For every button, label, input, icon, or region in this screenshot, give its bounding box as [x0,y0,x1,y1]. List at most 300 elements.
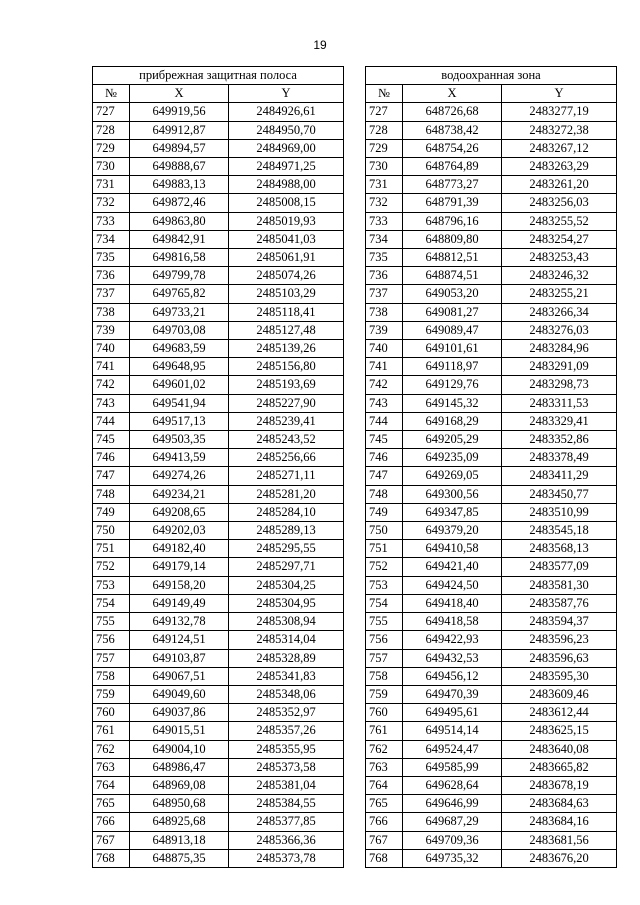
x-coordinate: 649517,13 [130,412,229,430]
x-coordinate: 649129,76 [403,376,502,394]
point-number: 753 [93,576,130,594]
x-coordinate: 649495,61 [403,704,502,722]
point-number: 741 [366,358,403,376]
table-row [93,267,344,285]
y-coordinate: 2485193,69 [229,376,344,394]
y-coordinate: 2483272,38 [502,121,617,139]
table-row [93,649,344,667]
x-coordinate: 649422,93 [403,631,502,649]
table-row [366,176,617,194]
y-coordinate: 2483277,19 [502,103,617,121]
x-coordinate: 649418,40 [403,594,502,612]
x-coordinate: 649709,36 [403,831,502,849]
point-number: 739 [366,321,403,339]
y-coordinate: 2485297,71 [229,558,344,576]
point-number: 730 [366,158,403,176]
x-coordinate: 649456,12 [403,667,502,685]
table-row [366,631,617,649]
table-row [93,121,344,139]
x-coordinate: 649432,53 [403,649,502,667]
y-coordinate: 2484971,25 [229,158,344,176]
table-row [366,594,617,612]
x-coordinate: 649208,65 [130,503,229,521]
y-coordinate: 2483253,43 [502,249,617,267]
table-row [366,831,617,849]
table-row [93,467,344,485]
x-coordinate: 648812,51 [403,249,502,267]
point-number: 750 [93,522,130,540]
point-number: 728 [366,121,403,139]
point-number: 764 [93,776,130,794]
point-number: 759 [366,685,403,703]
table-row [366,121,617,139]
y-coordinate: 2485384,55 [229,795,344,813]
y-coordinate: 2483587,76 [502,594,617,612]
point-number: 736 [93,267,130,285]
y-coordinate: 2485373,78 [229,849,344,867]
point-number: 762 [366,740,403,758]
table-row [366,613,617,631]
point-number: 733 [93,212,130,230]
table-row [93,358,344,376]
y-coordinate: 2484926,61 [229,103,344,121]
y-coordinate: 2483609,46 [502,685,617,703]
point-number: 748 [93,485,130,503]
y-coordinate: 2485314,04 [229,631,344,649]
y-coordinate: 2485041,03 [229,230,344,248]
x-coordinate: 648969,08 [130,776,229,794]
table-row [93,813,344,831]
point-number: 729 [366,139,403,157]
column-header-number: № [93,85,130,103]
table-row [366,740,617,758]
table-row [366,249,617,267]
x-coordinate: 649628,64 [403,776,502,794]
y-coordinate: 2483510,99 [502,503,617,521]
y-coordinate: 2483612,44 [502,704,617,722]
table-row [93,412,344,430]
point-number: 732 [366,194,403,212]
y-coordinate: 2485355,95 [229,740,344,758]
y-coordinate: 2483291,09 [502,358,617,376]
table-row [366,540,617,558]
y-coordinate: 2485103,29 [229,285,344,303]
table-row [366,667,617,685]
point-number: 752 [366,558,403,576]
x-coordinate: 648764,89 [403,158,502,176]
x-coordinate: 649765,82 [130,285,229,303]
point-number: 766 [366,813,403,831]
y-coordinate: 2485328,89 [229,649,344,667]
point-number: 768 [366,849,403,867]
table-row [93,704,344,722]
x-coordinate: 649646,99 [403,795,502,813]
x-coordinate: 649347,85 [403,503,502,521]
point-number: 767 [93,831,130,849]
y-coordinate: 2485271,11 [229,467,344,485]
table-row [93,558,344,576]
table-row [366,685,617,703]
point-number: 736 [366,267,403,285]
point-number: 742 [366,376,403,394]
page-number: 19 [313,38,327,52]
table-title: прибрежная защитная полоса [93,67,344,85]
x-coordinate: 648738,42 [403,121,502,139]
y-coordinate: 2483684,63 [502,795,617,813]
y-coordinate: 2483352,86 [502,431,617,449]
point-number: 768 [93,849,130,867]
point-number: 758 [93,667,130,685]
point-number: 731 [366,176,403,194]
y-coordinate: 2483596,63 [502,649,617,667]
x-coordinate: 649683,59 [130,340,229,358]
y-coordinate: 2483254,27 [502,230,617,248]
x-coordinate: 649300,56 [403,485,502,503]
y-coordinate: 2485304,25 [229,576,344,594]
y-coordinate: 2485061,91 [229,249,344,267]
y-coordinate: 2484988,00 [229,176,344,194]
point-number: 753 [366,576,403,594]
y-coordinate: 2484950,70 [229,121,344,139]
point-number: 735 [93,249,130,267]
table-row [93,449,344,467]
table-row [366,321,617,339]
point-number: 759 [93,685,130,703]
table-row [366,303,617,321]
x-coordinate: 649089,47 [403,321,502,339]
x-coordinate: 649235,09 [403,449,502,467]
x-coordinate: 649202,03 [130,522,229,540]
x-coordinate: 649418,58 [403,613,502,631]
x-coordinate: 649601,02 [130,376,229,394]
x-coordinate: 649410,58 [403,540,502,558]
table-row [366,503,617,521]
y-coordinate: 2483378,49 [502,449,617,467]
x-coordinate: 649182,40 [130,540,229,558]
table-row [93,776,344,794]
x-coordinate: 649413,59 [130,449,229,467]
x-coordinate: 649894,57 [130,139,229,157]
point-number: 763 [366,758,403,776]
y-coordinate: 2483329,41 [502,412,617,430]
y-coordinate: 2483681,56 [502,831,617,849]
x-coordinate: 648874,51 [403,267,502,285]
x-coordinate: 649816,58 [130,249,229,267]
table-row [93,795,344,813]
y-coordinate: 2483284,96 [502,340,617,358]
point-number: 730 [93,158,130,176]
point-number: 734 [366,230,403,248]
x-coordinate: 649888,67 [130,158,229,176]
x-coordinate: 648754,26 [403,139,502,157]
x-coordinate: 649585,99 [403,758,502,776]
table-title: водоохранная зона [366,67,617,85]
point-number: 765 [93,795,130,813]
x-coordinate: 648925,68 [130,813,229,831]
table-row [93,667,344,685]
x-coordinate: 649274,26 [130,467,229,485]
y-coordinate: 2483581,30 [502,576,617,594]
x-coordinate: 649648,95 [130,358,229,376]
x-coordinate: 649687,29 [403,813,502,831]
y-coordinate: 2485281,20 [229,485,344,503]
point-number: 728 [93,121,130,139]
x-coordinate: 649541,94 [130,394,229,412]
x-coordinate: 649919,56 [130,103,229,121]
point-number: 757 [366,649,403,667]
y-coordinate: 2485289,13 [229,522,344,540]
point-number: 763 [93,758,130,776]
point-number: 756 [366,631,403,649]
column-header-y: Y [229,85,344,103]
x-coordinate: 649733,21 [130,303,229,321]
table-row [93,303,344,321]
point-number: 752 [93,558,130,576]
point-number: 729 [93,139,130,157]
x-coordinate: 649234,21 [130,485,229,503]
point-number: 733 [366,212,403,230]
point-number: 766 [93,813,130,831]
y-coordinate: 2485381,04 [229,776,344,794]
y-coordinate: 2485373,58 [229,758,344,776]
point-number: 731 [93,176,130,194]
table-row [366,376,617,394]
x-coordinate: 648726,68 [403,103,502,121]
x-coordinate: 649179,14 [130,558,229,576]
table-row [366,412,617,430]
point-number: 751 [366,540,403,558]
point-number: 756 [93,631,130,649]
table-row [93,758,344,776]
table-row [366,394,617,412]
x-coordinate: 649132,78 [130,613,229,631]
x-coordinate: 649101,61 [403,340,502,358]
x-coordinate: 649145,32 [403,394,502,412]
x-coordinate: 649735,32 [403,849,502,867]
table-row [93,376,344,394]
x-coordinate: 649168,29 [403,412,502,430]
table-row [93,503,344,521]
point-number: 749 [366,503,403,521]
table-row [93,431,344,449]
y-coordinate: 2483246,32 [502,267,617,285]
point-number: 767 [366,831,403,849]
table-row [93,631,344,649]
y-coordinate: 2485019,93 [229,212,344,230]
point-number: 727 [93,103,130,121]
y-coordinate: 2483595,30 [502,667,617,685]
x-coordinate: 648791,39 [403,194,502,212]
table-row [93,194,344,212]
y-coordinate: 2485074,26 [229,267,344,285]
point-number: 737 [93,285,130,303]
y-coordinate: 2485008,15 [229,194,344,212]
x-coordinate: 648796,16 [403,212,502,230]
y-coordinate: 2485256,66 [229,449,344,467]
table-row [93,340,344,358]
x-coordinate: 648809,80 [403,230,502,248]
y-coordinate: 2483545,18 [502,522,617,540]
point-number: 742 [93,376,130,394]
table-row [366,467,617,485]
column-header-y: Y [502,85,617,103]
y-coordinate: 2483276,03 [502,321,617,339]
x-coordinate: 649004,10 [130,740,229,758]
point-number: 735 [366,249,403,267]
point-number: 744 [366,412,403,430]
y-coordinate: 2483267,12 [502,139,617,157]
point-number: 743 [93,394,130,412]
point-number: 765 [366,795,403,813]
point-number: 739 [93,321,130,339]
y-coordinate: 2483311,53 [502,394,617,412]
point-number: 755 [366,613,403,631]
table-row [366,431,617,449]
y-coordinate: 2483568,13 [502,540,617,558]
table-row [366,849,617,867]
point-number: 755 [93,613,130,631]
y-coordinate: 2484969,00 [229,139,344,157]
table-row [366,158,617,176]
x-coordinate: 649912,87 [130,121,229,139]
point-number: 750 [366,522,403,540]
point-number: 749 [93,503,130,521]
y-coordinate: 2485227,90 [229,394,344,412]
point-number: 762 [93,740,130,758]
x-coordinate: 649103,87 [130,649,229,667]
x-coordinate: 648913,18 [130,831,229,849]
y-coordinate: 2485118,41 [229,303,344,321]
table-row [366,485,617,503]
y-coordinate: 2485295,55 [229,540,344,558]
table-row [93,522,344,540]
column-header-x: X [403,85,502,103]
table-row [93,740,344,758]
table-row [366,194,617,212]
y-coordinate: 2485366,36 [229,831,344,849]
x-coordinate: 649269,05 [403,467,502,485]
x-coordinate: 648875,35 [130,849,229,867]
point-number: 747 [366,467,403,485]
x-coordinate: 649124,51 [130,631,229,649]
point-number: 746 [366,449,403,467]
x-coordinate: 649205,29 [403,431,502,449]
x-coordinate: 649863,80 [130,212,229,230]
y-coordinate: 2483255,52 [502,212,617,230]
table-row [93,285,344,303]
y-coordinate: 2485341,83 [229,667,344,685]
y-coordinate: 2483640,08 [502,740,617,758]
point-number: 738 [93,303,130,321]
table-row [366,139,617,157]
x-coordinate: 649158,20 [130,576,229,594]
y-coordinate: 2483261,20 [502,176,617,194]
x-coordinate: 648773,27 [403,176,502,194]
y-coordinate: 2483678,19 [502,776,617,794]
table-row [93,849,344,867]
y-coordinate: 2483665,82 [502,758,617,776]
x-coordinate: 649379,20 [403,522,502,540]
table-row [93,831,344,849]
x-coordinate: 649503,35 [130,431,229,449]
y-coordinate: 2483411,29 [502,467,617,485]
point-number: 737 [366,285,403,303]
point-number: 754 [93,594,130,612]
x-coordinate: 649015,51 [130,722,229,740]
table-row [366,813,617,831]
table-row [93,230,344,248]
point-number: 732 [93,194,130,212]
x-coordinate: 649872,46 [130,194,229,212]
table-row [366,795,617,813]
x-coordinate: 648950,68 [130,795,229,813]
point-number: 727 [366,103,403,121]
point-number: 740 [93,340,130,358]
table-row [93,321,344,339]
table-row [366,558,617,576]
table-row [366,103,617,121]
point-number: 747 [93,467,130,485]
point-number: 754 [366,594,403,612]
table-row [366,522,617,540]
x-coordinate: 649421,40 [403,558,502,576]
y-coordinate: 2483298,73 [502,376,617,394]
point-number: 746 [93,449,130,467]
x-coordinate: 649037,86 [130,704,229,722]
table-row [93,139,344,157]
y-coordinate: 2483266,34 [502,303,617,321]
point-number: 744 [93,412,130,430]
table-row [93,485,344,503]
y-coordinate: 2483684,16 [502,813,617,831]
y-coordinate: 2485156,80 [229,358,344,376]
y-coordinate: 2483450,77 [502,485,617,503]
y-coordinate: 2485308,94 [229,613,344,631]
table-row [366,230,617,248]
y-coordinate: 2483255,21 [502,285,617,303]
point-number: 757 [93,649,130,667]
coastal-protective-strip-table [92,66,344,868]
point-number: 745 [366,431,403,449]
table-row [366,449,617,467]
point-number: 741 [93,358,130,376]
y-coordinate: 2483594,37 [502,613,617,631]
point-number: 738 [366,303,403,321]
table-row [93,576,344,594]
x-coordinate: 649424,50 [403,576,502,594]
table-row [93,158,344,176]
y-coordinate: 2483625,15 [502,722,617,740]
table-row [93,722,344,740]
table-row [366,267,617,285]
y-coordinate: 2485239,41 [229,412,344,430]
point-number: 751 [93,540,130,558]
y-coordinate: 2485348,06 [229,685,344,703]
table-row [366,649,617,667]
x-coordinate: 649118,97 [403,358,502,376]
y-coordinate: 2483256,03 [502,194,617,212]
table-row [366,285,617,303]
x-coordinate: 649053,20 [403,285,502,303]
y-coordinate: 2485304,95 [229,594,344,612]
y-coordinate: 2485377,85 [229,813,344,831]
table-row [366,722,617,740]
y-coordinate: 2483596,23 [502,631,617,649]
table-row [366,576,617,594]
table-row [93,249,344,267]
water-protection-zone-table [365,66,617,868]
point-number: 764 [366,776,403,794]
